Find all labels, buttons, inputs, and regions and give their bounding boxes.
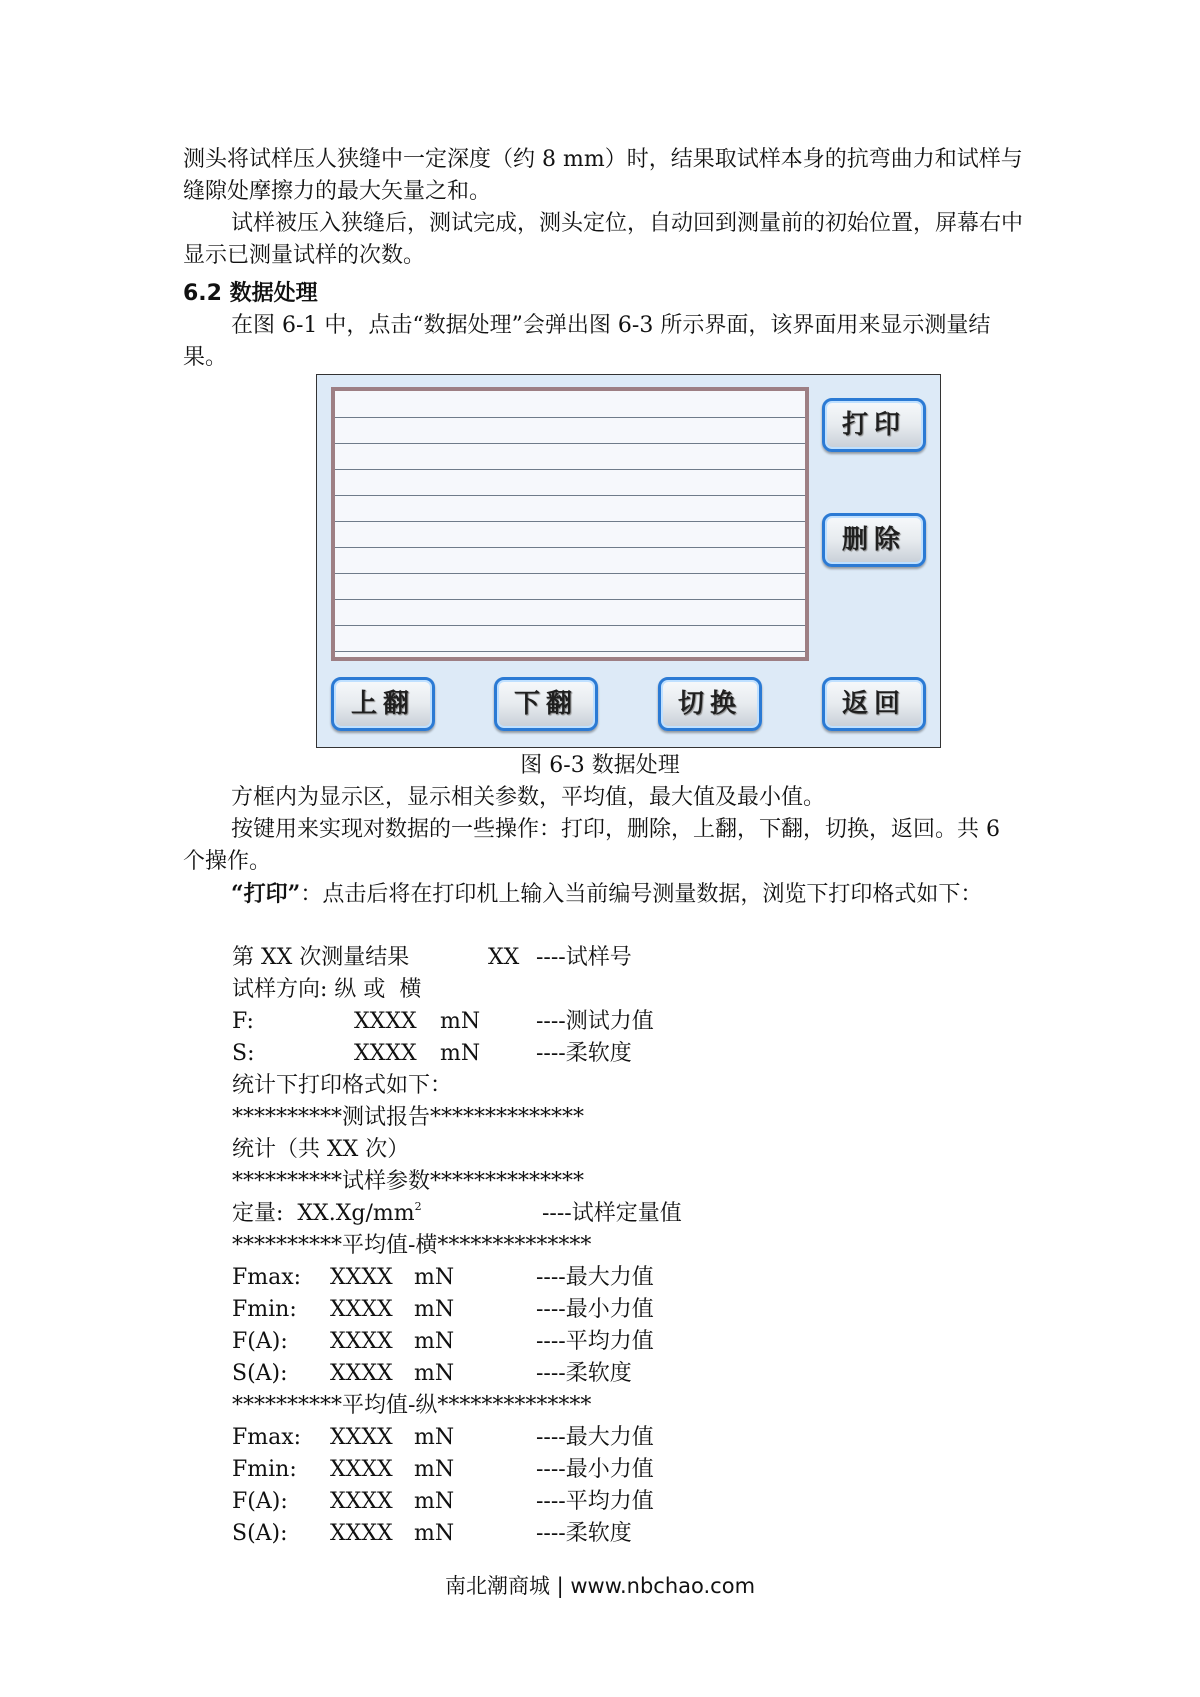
section-title: 6.2 数据处理 [183, 281, 318, 306]
format-value: XXXX [330, 1329, 393, 1354]
format-line: **********平均值-纵************** [232, 1393, 592, 1418]
format-unit: mN [414, 1521, 455, 1546]
format-line: Fmin: [232, 1297, 297, 1322]
display-row [335, 547, 805, 574]
format-value: XXXX [330, 1361, 393, 1386]
format-comment: ----柔软度 [536, 1521, 632, 1546]
format-value: XXXX [330, 1265, 393, 1290]
format-comment: ----最大力值 [536, 1425, 654, 1450]
format-unit: mN [414, 1457, 455, 1482]
paragraph-4: 方框内为显示区，显示相关参数，平均值，最大值及最小值。 [231, 785, 826, 810]
format-comment: ----试样号 [536, 945, 632, 970]
format-value: XXXX [330, 1521, 393, 1546]
format-comment: ----平均力值 [536, 1489, 654, 1514]
format-line: S: [232, 1041, 255, 1066]
format-unit: mN [440, 1041, 481, 1066]
format-unit: mN [440, 1009, 481, 1034]
format-value: XXXX [354, 1009, 417, 1034]
format-unit: mN [414, 1489, 455, 1514]
page-up-button[interactable]: 上翻 [331, 677, 435, 731]
format-unit: mN [414, 1265, 455, 1290]
print-description: ：点击后将在打印机上输入当前编号测量数据，浏览下打印格式如下： [300, 882, 983, 907]
format-comment: ----测试力值 [536, 1009, 654, 1034]
format-line: S(A): [232, 1521, 288, 1546]
format-comment: ----最大力值 [536, 1265, 654, 1290]
format-line: Fmax: [232, 1265, 302, 1290]
format-line: F: [232, 1009, 254, 1034]
format-line: **********平均值-横************** [232, 1233, 592, 1258]
format-unit: mN [414, 1425, 455, 1450]
data-processing-screen [316, 374, 941, 748]
format-line: F(A): [232, 1489, 288, 1514]
format-unit: mN [414, 1329, 455, 1354]
format-comment: ----平均力值 [536, 1329, 654, 1354]
paragraph-3: 在图 6-1 中，点击“数据处理”会弹出图 6-3 所示界面，该界面用来显示测量结果。 [183, 313, 991, 370]
format-value: XXXX [330, 1425, 393, 1450]
format-value: XXXX [330, 1297, 393, 1322]
format-line: 统计（共 XX 次） [232, 1137, 410, 1162]
display-row [335, 521, 805, 548]
figure-caption: 图 6-3 数据处理 [520, 753, 680, 778]
format-value: XXXX [330, 1457, 393, 1482]
format-comment: ----最小力值 [536, 1297, 654, 1322]
format-line: F(A): [232, 1329, 288, 1354]
format-line [232, 1198, 422, 1230]
format-line: Fmin: [232, 1457, 297, 1482]
display-row [335, 469, 805, 496]
paragraph-6 [183, 878, 1028, 911]
format-comment: ----最小力值 [536, 1457, 654, 1482]
format-line: 试样方向: 纵 或 横 [232, 977, 422, 1002]
display-row [335, 599, 805, 626]
print-button[interactable]: 打印 [822, 398, 926, 452]
format-superscript: 2 [414, 1200, 422, 1213]
format-line: S(A): [232, 1361, 288, 1386]
format-value: XX [488, 945, 520, 970]
display-row [335, 625, 805, 652]
result-display-area [331, 387, 809, 661]
display-row [335, 573, 805, 600]
paragraph-2: 试样被压入狭缝后，测试完成，测头定位，自动回到测量前的初始位置，屏幕右中显示已测量试样的次数。 [183, 211, 1024, 268]
page-down-button[interactable]: 下翻 [494, 677, 598, 731]
display-row [335, 443, 805, 470]
display-row [335, 495, 805, 522]
back-button[interactable]: 返回 [822, 677, 926, 731]
format-comment: ----柔软度 [536, 1041, 632, 1066]
format-comment: ----试样定量值 [542, 1201, 682, 1226]
paragraph-5: 按键用来实现对数据的一些操作：打印，删除，上翻，下翻，切换，返回。共 6 个操作。 [183, 817, 1000, 874]
format-line: 统计下打印格式如下： [232, 1073, 453, 1098]
format-comment: ----柔软度 [536, 1361, 632, 1386]
display-row [335, 391, 805, 418]
page-footer: 南北潮商城 | www.nbchao.com [444, 1574, 756, 1598]
format-line: Fmax: [232, 1425, 302, 1450]
format-line: 第 XX 次测量结果 [232, 945, 410, 970]
format-line: **********试样参数************** [232, 1169, 585, 1194]
format-unit: mN [414, 1361, 455, 1386]
format-unit: mN [414, 1297, 455, 1322]
format-text: 定量: XX.Xg/mm [232, 1201, 415, 1226]
paragraph-1: 测头将试样压人狭缝中一定深度（约 8 mm）时，结果取试样本身的抗弯曲力和试样与缝隙处摩擦力的最大矢量之和。 [183, 147, 1023, 204]
switch-button[interactable]: 切换 [658, 677, 762, 731]
display-row [335, 417, 805, 444]
format-line: **********测试报告************** [232, 1105, 585, 1130]
format-value: XXXX [354, 1041, 417, 1066]
print-label: “打印” [231, 881, 301, 907]
delete-button[interactable]: 删除 [822, 513, 926, 567]
format-value: XXXX [330, 1489, 393, 1514]
